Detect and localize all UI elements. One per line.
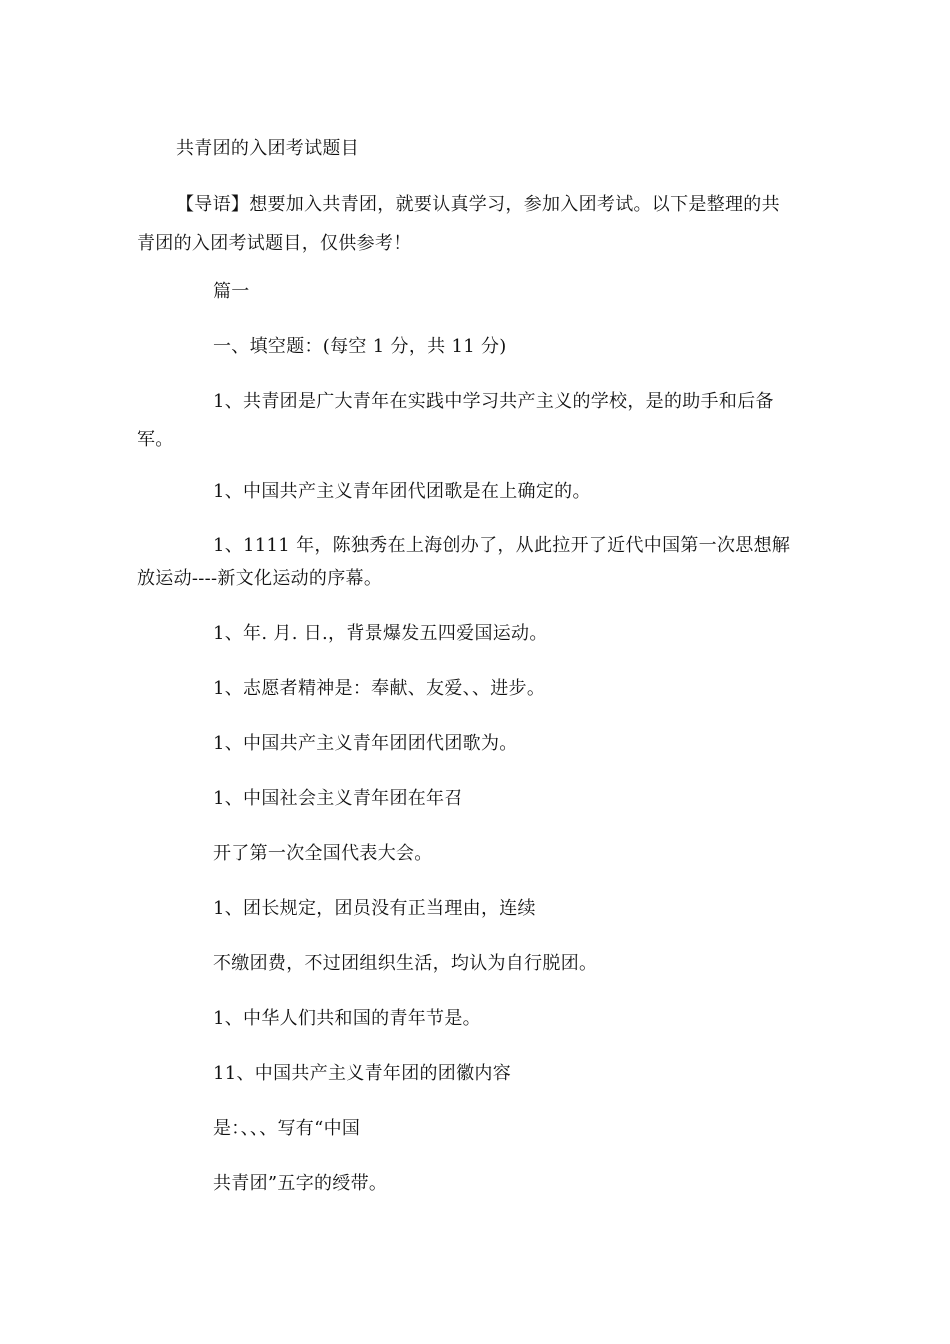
document-title: 共青团的入团考试题目 <box>176 138 359 159</box>
question-10-line-2: 是：、、、写有“中国 <box>213 1118 361 1139</box>
intro-line-2: 青团的入团考试题目，仅供参考！ <box>137 233 412 254</box>
question-1-line-1: 1、共青团是广大青年在实践中学习共产主义的学校，是的助手和后备 <box>213 391 774 412</box>
question-7-line-2: 开了第一次全国代表大会。 <box>213 843 433 864</box>
question-8-line-1: 1、团长规定，团员没有正当理由，连续 <box>213 898 536 919</box>
question-3-line-2: 放运动----新文化运动的序幕。 <box>137 568 383 589</box>
question-2: 1、中国共产主义青年团代团歌是在上确定的。 <box>213 481 591 502</box>
question-3-line-1: 1、1111 年，陈独秀在上海创办了，从此拉开了近代中国第一次思想解 <box>213 535 791 556</box>
question-8-line-2: 不缴团费，不过团组织生活，均认为自行脱团。 <box>213 953 598 974</box>
question-10-line-1: 11、中国共产主义青年团的团徽内容 <box>213 1063 512 1084</box>
part-heading: 一、填空题：(每空 1 分，共 11 分) <box>213 336 507 357</box>
question-4: 1、年. 月. 日.，背景爆发五四爱国运动。 <box>213 623 548 644</box>
question-1-line-2: 军。 <box>137 429 174 450</box>
question-6: 1、中国共产主义青年团团代团歌为。 <box>213 733 518 754</box>
question-10-line-3: 共青团”五字的绶带。 <box>213 1173 388 1194</box>
intro-line-1: 【导语】想要加入共青团，就要认真学习，参加入团考试。以下是整理的共 <box>176 194 780 215</box>
question-7-line-1: 1、中国社会主义青年团在年召 <box>213 788 463 809</box>
question-5: 1、志愿者精神是：奉献、友爱、、进步。 <box>213 678 546 699</box>
question-9: 1、中华人们共和国的青年节是。 <box>213 1008 481 1029</box>
section-label: 篇一 <box>213 281 250 302</box>
